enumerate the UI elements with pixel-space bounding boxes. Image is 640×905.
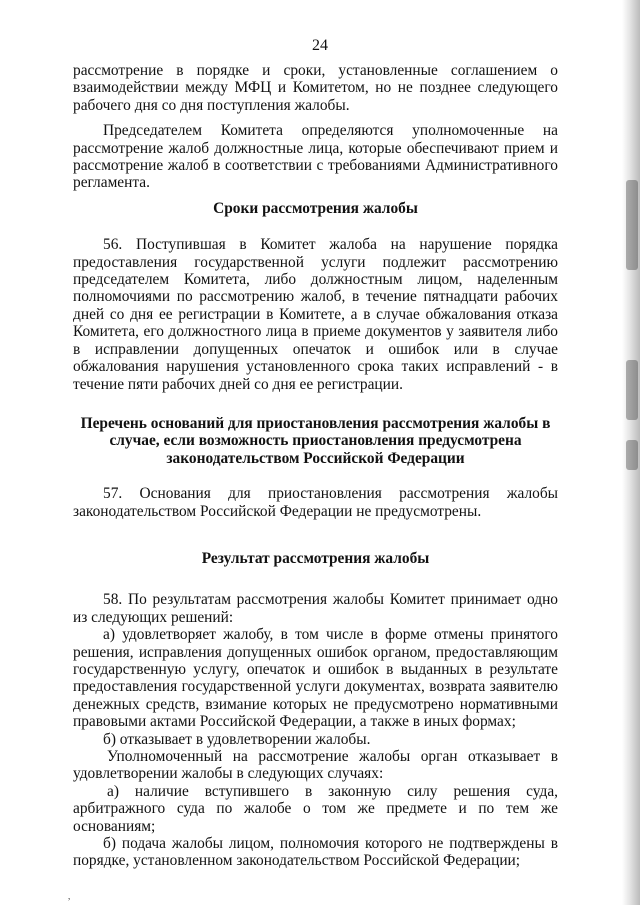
scan-edge-shadow <box>622 0 640 905</box>
section-heading-review-result: Результат рассмотрения жалобы <box>201 549 430 567</box>
document-body <box>73 62 558 870</box>
paragraph-continuation: рассмотрение в порядке и сроки, установленные соглашением о взаимодействии между МФЦ и Комитетом, но не позднее следующего рабочего дня со дня поступления жалобы. <box>73 62 558 114</box>
page-number: 24 <box>312 37 328 54</box>
section-heading-review-terms: Сроки рассмотрения жалобы <box>213 199 418 217</box>
paragraph-authorized-officials: Председателем Комитета определяются уполномоченные на рассмотрение жалоб должностные лица, которые обеспечивают прием и рассмотрение жалоб в соответствии с требованиями Административного регламента. <box>73 122 558 192</box>
scan-edge-spot <box>626 360 638 420</box>
list-item-b-refuse: б) отказывает в удовлетворении жалобы. <box>103 730 371 748</box>
list-item-a-satisfy: а) удовлетворяет жалобу, в том числе в форме отмены принятого решения, исправления допущенных ошибок органом, предоставляющим государственную услугу, опечаток и ошибок в выданных в результате предоставления государственной услуги документах, возврата заявителю денежных средств, взимание которых не предусмотрено нормативными правовыми актами Российской Федерации, а также в иных формах; <box>73 626 558 731</box>
scan-edge-spot <box>626 180 638 270</box>
list-item-a-court-decision: а) наличие вступившего в законную силу решения суда, арбитражного суда по жалобе о том же предмете и по тем же основаниям; <box>73 782 558 835</box>
list-item-b-unconfirmed-authority: б) подача жалобы лицом, полномочия которого не подтверждены в порядке, установленном законодательством Российской Федерации; <box>73 835 558 870</box>
paragraph-refusal-cases: Уполномоченный на рассмотрение жалобы орган отказывает в удовлетворении жалобы в следующих случаях: <box>73 748 558 783</box>
scan-edge-spot <box>626 440 638 470</box>
section-heading-suspension-grounds: Перечень оснований для приостановления рассмотрения жалобы в случае, если возможность приостановления предусмотрена законодательством Российской Федерации <box>80 414 551 467</box>
paragraph-56: 56. Поступившая в Комитет жалоба на нарушение порядка предоставления государственной услуги подлежит рассмотрению председателем Комитета, либо должностным лицом, наделенным полномочиями по рассмотрению жалоб, в течение пятнадцати рабочих дней со дня ее регистрации в Комитете, а в случае обжалования отказа Комитета, его должностного лица в приеме документов у заявителя либо в исправлении допущенных опечаток и ошибок или в случае обжалования нарушения установленного срока таких исправлений - в течение пяти рабочих дней со дня ее регистрации. <box>73 236 558 393</box>
paragraph-57: 57. Основания для приостановления рассмотрения жалобы законодательством Российской Федерации не предусмотрены. <box>73 485 558 520</box>
scan-artifact-mark: , <box>68 891 71 901</box>
paragraph-58: 58. По результатам рассмотрения жалобы Комитет принимает одно из следующих решений: <box>73 591 558 626</box>
